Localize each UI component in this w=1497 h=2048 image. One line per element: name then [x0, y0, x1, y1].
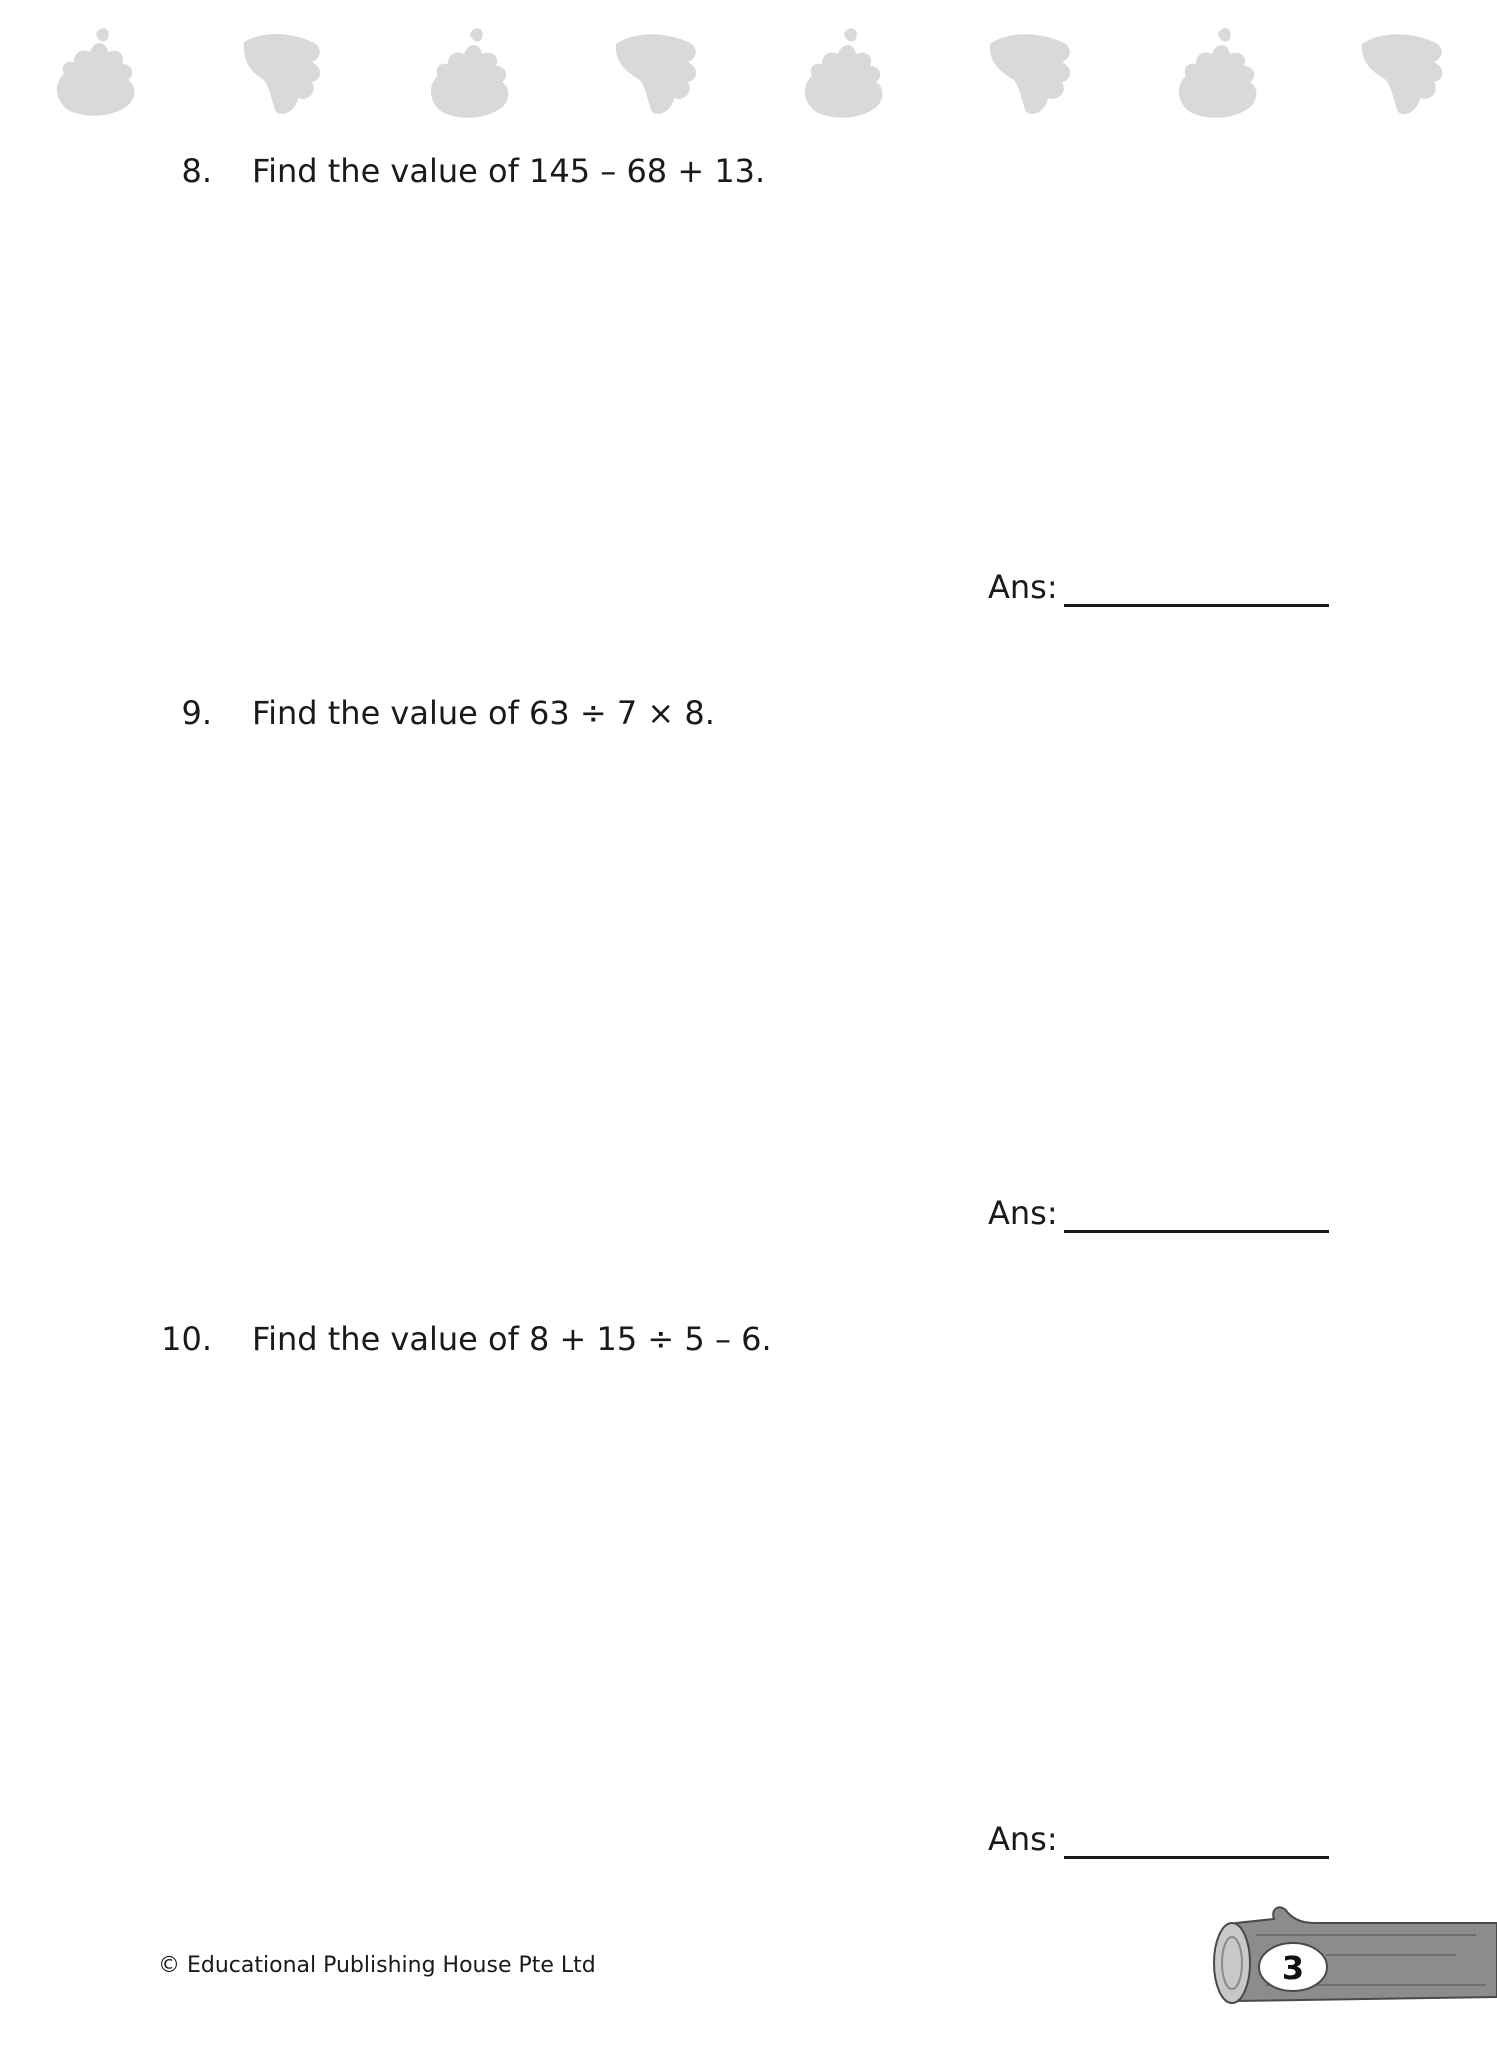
question-number: 8.	[181, 152, 212, 190]
paw-print-icon	[794, 22, 894, 120]
question-text: Find the value of 63 ÷ 7 × 8.	[252, 694, 715, 732]
paw-print-icon	[234, 22, 334, 120]
answer-label: Ans:	[988, 568, 1058, 606]
page-number: 3	[1281, 1949, 1305, 1987]
answer-blank[interactable]	[1064, 604, 1329, 607]
answer-label: Ans:	[988, 1194, 1058, 1232]
answer-8	[988, 568, 1343, 612]
question-8	[0, 152, 1497, 202]
question-10	[0, 1320, 1497, 1370]
copyright-notice: © Educational Publishing House Pte Ltd	[158, 1953, 596, 1978]
question-9	[0, 694, 1497, 744]
paw-print-icon	[1354, 22, 1454, 120]
answer-9	[988, 1194, 1343, 1238]
question-text: Find the value of 145 – 68 + 13.	[252, 152, 766, 190]
paw-print-border	[0, 0, 1497, 125]
answer-10	[988, 1820, 1343, 1864]
answer-blank[interactable]	[1064, 1230, 1329, 1233]
paw-print-icon	[420, 22, 520, 120]
wood-log-icon	[1196, 1905, 1497, 2015]
question-number: 9.	[181, 694, 212, 732]
answer-label: Ans:	[988, 1820, 1058, 1858]
question-text: Find the value of 8 + 15 ÷ 5 – 6.	[252, 1320, 772, 1358]
paw-print-icon	[608, 22, 708, 120]
question-number: 10.	[161, 1320, 212, 1358]
paw-print-icon	[1168, 22, 1268, 120]
answer-blank[interactable]	[1064, 1856, 1329, 1859]
paw-print-icon	[982, 22, 1082, 120]
paw-print-icon	[48, 22, 148, 120]
